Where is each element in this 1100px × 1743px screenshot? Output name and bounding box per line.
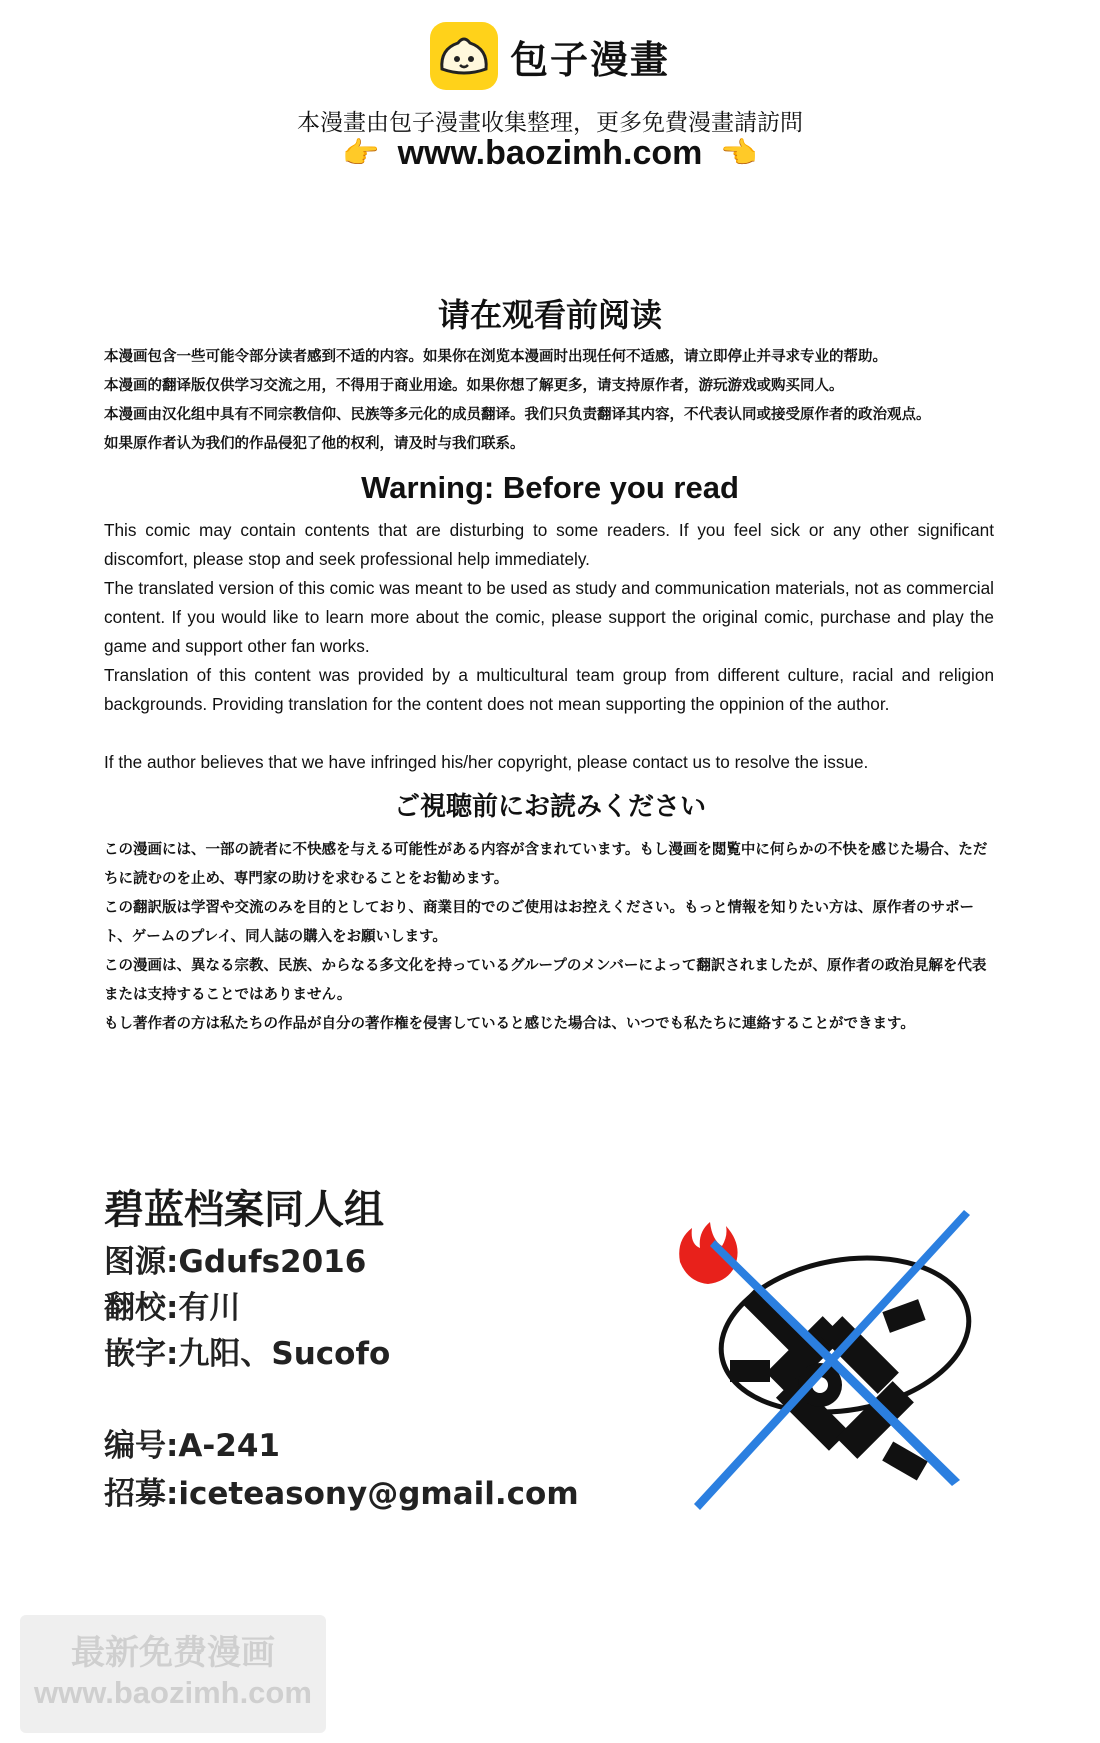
watermark-text: 最新免费漫画 [71, 1633, 275, 1673]
credit-number: 编号:A-241 [104, 1428, 280, 1464]
site-watermark [20, 1615, 326, 1733]
credit-translation: 翻校:有川 [104, 1290, 241, 1326]
brand-header [0, 22, 1100, 90]
group-logo-icon [670, 1210, 1000, 1510]
cn-notice-heading: 请在观看前阅读 [437, 296, 662, 334]
baozi-logo-icon [430, 22, 498, 90]
site-url-link[interactable]: www.baozimh.com [397, 134, 703, 172]
cn-notice-paragraph: 本漫画的翻译版仅供学习交流之用，不得用于商业用途。如果你想了解更多，请支持原作者，游玩游戏或购买同人。 [104, 378, 844, 394]
url-row [0, 134, 1100, 173]
credit-recruit-email[interactable]: 招募:iceteasony@gmail.com [104, 1476, 579, 1512]
jp-notice-heading: ご視聴前にお読みください [393, 792, 706, 822]
cn-notice-paragraph: 如果原作者认为我们的作品侵犯了他的权利，请及时与我们联系。 [104, 436, 525, 452]
brand-name: 包子漫畫 [509, 37, 670, 82]
pointing-left-hand-icon: 👈 [720, 135, 758, 171]
en-notice-paragraph: Translation of this content was provided by a multicultural team group from different culture, racial and religion backgrounds. Providing translation for the content does not mean supporting the oppinion of the author. [104, 665, 994, 714]
jp-notice-paragraph: もし著作者の方は私たちの作品が自分の著作権を侵害していると感じた場合は、いつでも私たちに連絡することができます。 [104, 1016, 915, 1032]
credit-typesetting: 嵌字:九阳、Sucofo [104, 1336, 391, 1372]
group-name: 碧蓝档案同人组 [104, 1187, 384, 1233]
jp-notice-paragraph: この漫画には、一部の読者に不快感を与える可能性がある内容が含まれています。もし漫画を閲覧中に何らかの不快を感じた場合、ただちに読むのを止め、専門家の助けを求むることをお勧めます。 [104, 842, 988, 887]
jp-notice-paragraph: この翻訳版は学習や交流のみを目的としており、商業目的でのご使用はお控えください。もっと情報を知りたい方は、原作者のサポート、ゲームのプレイ、同人誌の購入をお願いします。 [104, 900, 974, 945]
pointing-right-hand-icon: 👉 [342, 135, 380, 171]
watermark-url: www.baozimh.com [34, 1675, 312, 1710]
en-notice-paragraph: If the author believes that we have infringed his/her copyright, please contact us to resolve the issue. [104, 752, 869, 772]
en-notice-paragraph: This comic may contain contents that are disturbing to some readers. If you feel sick or any other significant discomfort, please stop and seek professional help immediately. [104, 520, 994, 569]
cn-notice-paragraph: 本漫画包含一些可能令部分读者感到不适的内容。如果你在浏览本漫画时出现任何不适感，请立即停止并寻求专业的帮助。 [104, 349, 887, 365]
jp-notice-paragraph: この漫画は、異なる宗教、民族、からなる多文化を持っているグループのメンバーによって翻訳されましたが、原作者の政治見解を代表または支持することではありません。 [104, 958, 987, 1003]
credit-source: 图源:Gdufs2016 [104, 1244, 367, 1280]
cn-notice-paragraph: 本漫画由汉化组中具有不同宗教信仰、民族等多元化的成员翻译。我们只负责翻译其内容，不代表认同或接受原作者的政治观点。 [104, 407, 931, 423]
brand-tagline: 本漫畫由包子漫畫收集整理，更多免費漫畫請訪問 [297, 110, 803, 136]
en-notice-heading: Warning: Before you read [361, 470, 739, 505]
en-notice-paragraph: The translated version of this comic was meant to be used as study and communication materials, not as commercial content. If you would like to learn more about the comic, please support the original comic, purchase and play the game and support other fan works. [104, 578, 994, 656]
